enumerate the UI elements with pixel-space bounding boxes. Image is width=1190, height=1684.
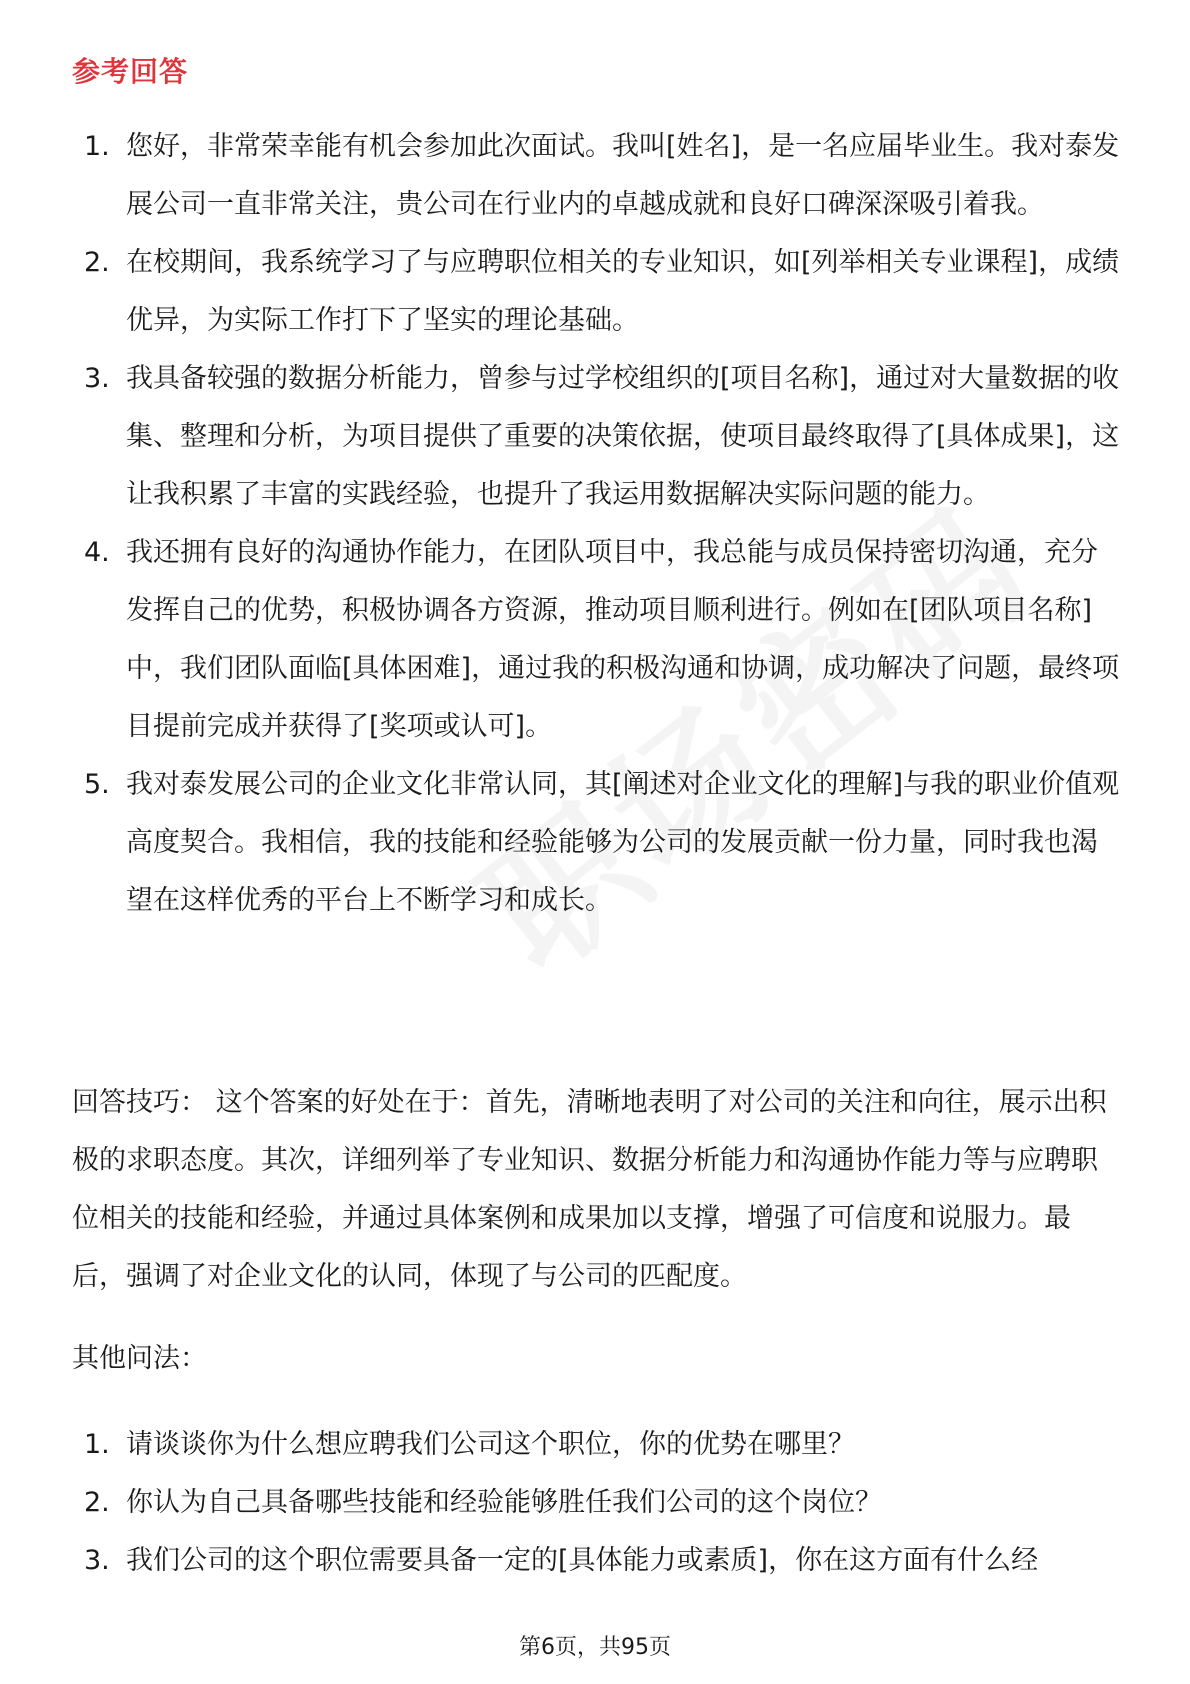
list-item: [72, 1532, 1122, 1590]
page-number-footer: 第6页，共95页: [519, 1635, 671, 1660]
list-item-number: 1.: [84, 1429, 110, 1460]
list-item-text: 您好，非常荣幸能有机会参加此次面试。我叫[姓名]，是一名应届毕业生。我对泰发展公司一直非常关注，贵公司在行业内的卓越成就和良好口碑深深吸引着我。: [126, 131, 1120, 220]
list-item-text: 我对泰发展公司的企业文化非常认同，其[阐述对企业文化的理解]与我的职业价值观高度契合。我相信，我的技能和经验能够为公司的发展贡献一份力量，同时我也渴望在这样优秀的平台上不断学习和成长。: [126, 769, 1120, 916]
list-item: [72, 118, 1122, 234]
list-item: [72, 1474, 1122, 1532]
other-questions-list: [72, 1416, 1122, 1590]
list-item-text: 我们公司的这个职位需要具备一定的[具体能力或素质]，你在这方面有什么经: [126, 1545, 1039, 1576]
list-item-text: 我还拥有良好的沟通协作能力，在团队项目中，我总能与成员保持密切沟通，充分发挥自己的优势，积极协调各方资源，推动项目顺利进行。例如在[团队项目名称]中，我们团队面临[具体困难]，通过我的积极沟通和协调，成功解决了问题，最终项目提前完成并获得了[奖项或认可]。: [126, 537, 1120, 742]
list-item: [72, 756, 1122, 930]
list-item: [72, 234, 1122, 350]
list-item-number: 3.: [84, 1545, 110, 1576]
list-item-number: 2.: [84, 247, 110, 278]
list-item-text: 在校期间，我系统学习了与应聘职位相关的专业知识，如[列举相关专业课程]，成绩优异，为实际工作打下了坚实的理论基础。: [126, 247, 1120, 336]
section-title: 参考回答: [72, 55, 189, 88]
list-item-text: 我具备较强的数据分析能力，曾参与过学校组织的[项目名称]，通过对大量数据的收集、整理和分析，为项目提供了重要的决策依据，使项目最终取得了[具体成果]，这让我积累了丰富的实践经验，也提升了我运用数据解决实际问题的能力。: [126, 363, 1120, 510]
list-item-number: 3.: [84, 363, 110, 394]
list-item-number: 5.: [84, 769, 110, 800]
list-item: [72, 524, 1122, 756]
list-item: [72, 1416, 1122, 1474]
answer-list: [72, 118, 1122, 930]
list-item-text: 请谈谈你为什么想应聘我们公司这个职位，你的优势在哪里？: [126, 1429, 855, 1460]
answer-tips: 回答技巧： 这个答案的好处在于：首先，清晰地表明了对公司的关注和向往，展示出积极的求职态度。其次，详细列举了专业知识、数据分析能力和沟通协作能力等与应聘职位相关的技能和经验，并通过具体案例和成果加以支撑，增强了可信度和说服力。最后，强调了对企业文化的认同，体现了与公司的匹配度。: [72, 1087, 1107, 1292]
list-item-number: 2.: [84, 1487, 110, 1518]
list-item: [72, 350, 1122, 524]
other-questions-title: 其他问法：: [72, 1343, 207, 1374]
list-item-text: 你认为自己具备哪些技能和经验能够胜任我们公司的这个岗位？: [126, 1487, 882, 1518]
list-item-number: 4.: [84, 537, 110, 568]
list-item-number: 1.: [84, 131, 110, 162]
